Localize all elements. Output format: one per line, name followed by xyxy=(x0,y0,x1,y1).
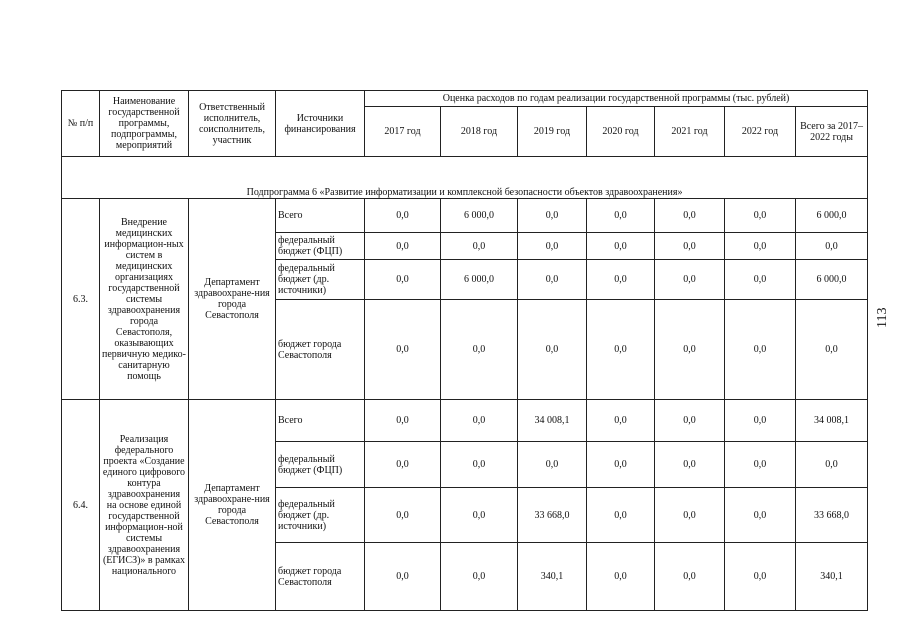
value-cell: 0,0 xyxy=(725,199,796,233)
value-cell: 0,0 xyxy=(365,300,441,400)
value-cell: 0,0 xyxy=(365,260,441,300)
value-cell: 0,0 xyxy=(518,233,587,260)
total-cell: 6 000,0 xyxy=(796,199,868,233)
total-cell: 34 008,1 xyxy=(796,400,868,442)
header-row-1 xyxy=(62,91,868,107)
value-cell: 0,0 xyxy=(725,260,796,300)
value-cell: 0,0 xyxy=(655,233,725,260)
value-cell: 0,0 xyxy=(587,300,655,400)
value-cell: 0,0 xyxy=(518,260,587,300)
year-header: 2018 год xyxy=(441,107,518,157)
item-number: 6.3. xyxy=(62,199,100,400)
value-cell: 0,0 xyxy=(441,488,518,543)
value-cell: 0,0 xyxy=(655,199,725,233)
value-cell: 0,0 xyxy=(725,543,796,611)
value-cell: 0,0 xyxy=(441,543,518,611)
item-number: 6.4. xyxy=(62,400,100,611)
source-cell: федеральный бюджет (ФЦП) xyxy=(276,233,365,260)
value-cell: 0,0 xyxy=(655,300,725,400)
source-cell: бюджет города Севастополя xyxy=(276,543,365,611)
value-cell: 0,0 xyxy=(655,543,725,611)
value-cell: 0,0 xyxy=(725,233,796,260)
year-header: 2017 год xyxy=(365,107,441,157)
item-executor: Департамент здравоохране-ния города Севастополя xyxy=(189,199,276,400)
source-cell: федеральный бюджет (ФЦП) xyxy=(276,442,365,488)
value-cell: 0,0 xyxy=(725,488,796,543)
value-cell: 0,0 xyxy=(587,260,655,300)
value-cell: 0,0 xyxy=(441,442,518,488)
item-name: Реализация федерального проекта «Создание единого цифрового контура здравоохранения на основе единой государственной информацион-ной системы здравоохранения (ЕГИСЗ)» в рамках национального xyxy=(100,400,189,611)
year-header: 2022 год xyxy=(725,107,796,157)
value-cell: 0,0 xyxy=(518,442,587,488)
value-cell: 0,0 xyxy=(655,400,725,442)
header-sources: Источники финансирования xyxy=(276,91,365,157)
year-header: 2019 год xyxy=(518,107,587,157)
budget-table xyxy=(61,90,868,611)
source-cell: бюджет города Севастополя xyxy=(276,300,365,400)
header-estimate: Оценка расходов по годам реализации государственной программы (тыс. рублей) xyxy=(365,91,868,107)
value-cell: 0,0 xyxy=(365,400,441,442)
value-cell: 34 008,1 xyxy=(518,400,587,442)
year-header: 2020 год xyxy=(587,107,655,157)
subprogram-row xyxy=(62,157,868,199)
value-cell: 6 000,0 xyxy=(441,260,518,300)
total-cell: 33 668,0 xyxy=(796,488,868,543)
value-cell: 0,0 xyxy=(655,442,725,488)
value-cell: 0,0 xyxy=(441,400,518,442)
total-cell: 0,0 xyxy=(796,233,868,260)
table-row xyxy=(62,199,868,233)
total-header: Всего за 2017–2022 годы xyxy=(796,107,868,157)
table-row xyxy=(62,400,868,442)
value-cell: 0,0 xyxy=(365,199,441,233)
value-cell: 0,0 xyxy=(587,400,655,442)
value-cell: 0,0 xyxy=(365,233,441,260)
value-cell: 0,0 xyxy=(587,488,655,543)
year-header: 2021 год xyxy=(655,107,725,157)
source-cell: Всего xyxy=(276,199,365,233)
value-cell: 0,0 xyxy=(518,300,587,400)
value-cell: 0,0 xyxy=(518,199,587,233)
value-cell: 0,0 xyxy=(725,442,796,488)
value-cell: 0,0 xyxy=(587,199,655,233)
item-name: Внедрение медицинских информацион-ных систем в медицинских организациях государственной системы здравоохранения города Севастополя, оказывающих первичную медико-санитарную помощь xyxy=(100,199,189,400)
value-cell: 0,0 xyxy=(441,300,518,400)
page-number: 113 xyxy=(875,307,890,329)
value-cell: 0,0 xyxy=(587,543,655,611)
item-executor: Департамент здравоохране-ния города Севастополя xyxy=(189,400,276,611)
value-cell: 0,0 xyxy=(655,260,725,300)
value-cell: 6 000,0 xyxy=(441,199,518,233)
value-cell: 0,0 xyxy=(725,400,796,442)
source-cell: федеральный бюджет (др. источники) xyxy=(276,260,365,300)
total-cell: 6 000,0 xyxy=(796,260,868,300)
value-cell: 0,0 xyxy=(441,233,518,260)
header-executor: Ответственный исполнитель, соисполнитель, участник xyxy=(189,91,276,157)
source-cell: Всего xyxy=(276,400,365,442)
value-cell: 0,0 xyxy=(365,488,441,543)
total-cell: 340,1 xyxy=(796,543,868,611)
header-num: № п/п xyxy=(62,91,100,157)
value-cell: 0,0 xyxy=(655,488,725,543)
value-cell: 0,0 xyxy=(365,543,441,611)
value-cell: 340,1 xyxy=(518,543,587,611)
value-cell: 0,0 xyxy=(587,442,655,488)
value-cell: 0,0 xyxy=(365,442,441,488)
subprogram-title: Подпрограмма 6 «Развитие информатизации и комплексной безопасности объектов здравоохранения» xyxy=(62,157,868,199)
total-cell: 0,0 xyxy=(796,300,868,400)
header-name: Наименование государственной программы, подпрограммы, мероприятий xyxy=(100,91,189,157)
value-cell: 33 668,0 xyxy=(518,488,587,543)
value-cell: 0,0 xyxy=(725,300,796,400)
value-cell: 0,0 xyxy=(587,233,655,260)
total-cell: 0,0 xyxy=(796,442,868,488)
source-cell: федеральный бюджет (др. источники) xyxy=(276,488,365,543)
